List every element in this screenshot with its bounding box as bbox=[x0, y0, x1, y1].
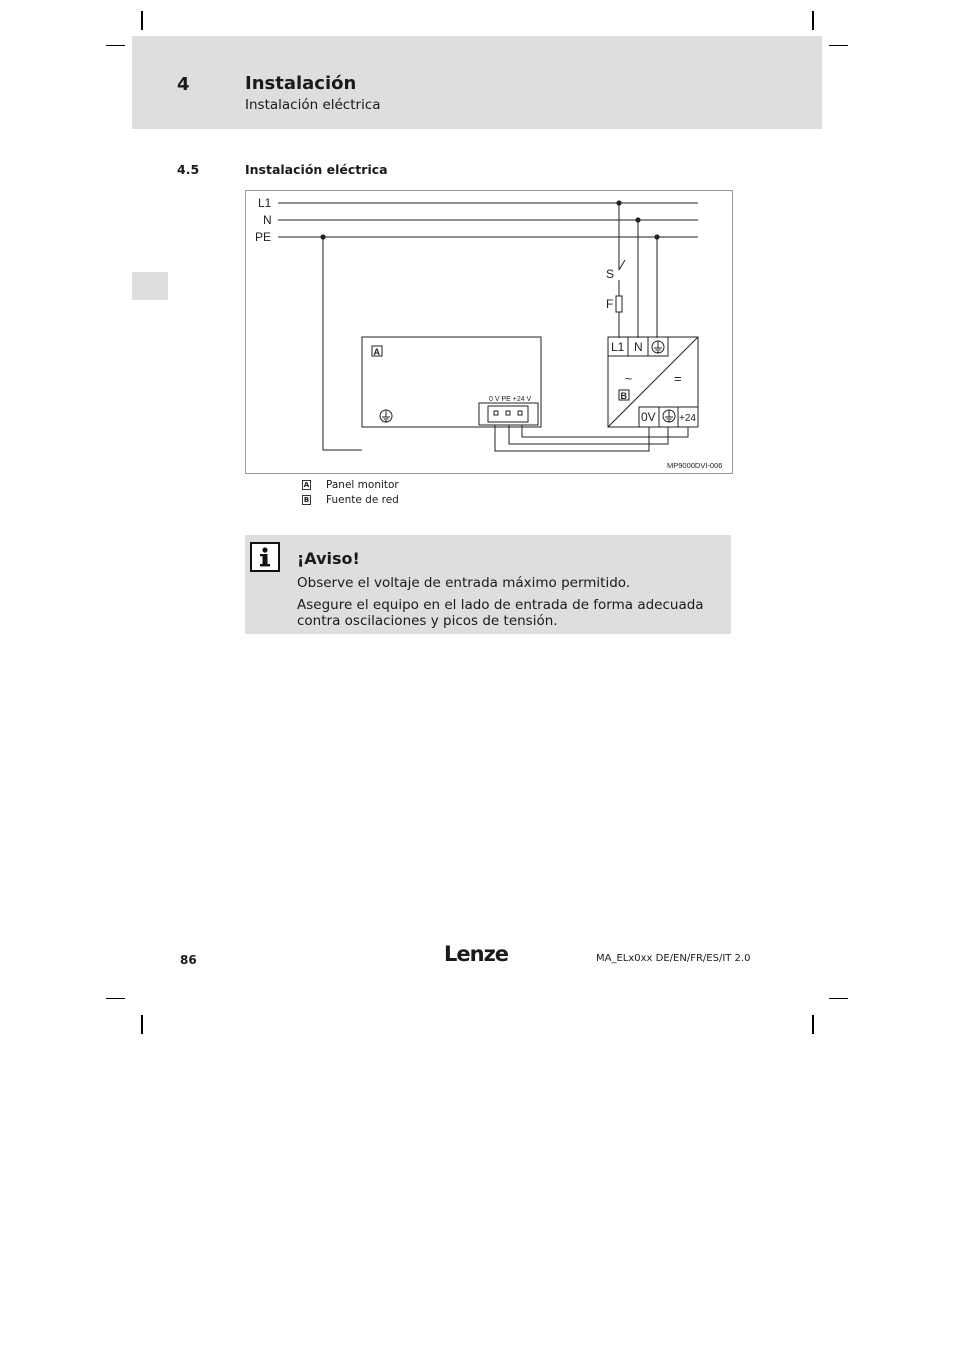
legend-item bbox=[302, 494, 399, 506]
document-id: MA_ELx0xx DE/EN/FR/ES/IT 2.0 bbox=[596, 953, 751, 964]
crop-mark bbox=[829, 45, 848, 46]
device-b-tag: B bbox=[620, 391, 627, 401]
page-number: 86 bbox=[180, 953, 197, 967]
connector-label: 0 V PE +24 V bbox=[489, 396, 532, 403]
crop-mark bbox=[106, 998, 125, 999]
legend-text: Fuente de red bbox=[326, 494, 399, 506]
info-icon bbox=[250, 542, 280, 572]
psu-ac-symbol: ~ bbox=[625, 372, 633, 386]
legend-tag: B bbox=[303, 496, 310, 504]
switch-label: S bbox=[606, 267, 615, 281]
psu-terminal-24: +24 bbox=[679, 413, 696, 424]
notice-title: ¡Aviso! bbox=[297, 549, 360, 568]
fuse-label: F bbox=[606, 297, 614, 311]
diagram-frame bbox=[246, 191, 733, 474]
figure-code: MP9000DVI-006 bbox=[667, 461, 723, 470]
line-label-l1: L1 bbox=[258, 196, 272, 210]
notice-box bbox=[245, 535, 731, 634]
legend-item bbox=[302, 479, 399, 491]
device-a-tag: A bbox=[373, 347, 380, 357]
brand-logo: Lenze bbox=[444, 942, 509, 966]
crop-mark bbox=[141, 1015, 143, 1034]
crop-mark bbox=[829, 998, 848, 999]
chapter-header-band bbox=[132, 36, 822, 129]
crop-mark bbox=[812, 1015, 814, 1034]
chapter-subtitle: Instalación eléctrica bbox=[245, 97, 381, 113]
chapter-number: 4 bbox=[177, 74, 190, 95]
psu-dc-symbol: = bbox=[674, 371, 682, 386]
psu-terminal-l1: L1 bbox=[611, 340, 625, 354]
section-title: Instalación eléctrica bbox=[245, 162, 388, 177]
wiring-diagram bbox=[245, 190, 733, 474]
legend-tag: A bbox=[303, 481, 310, 489]
crop-mark bbox=[141, 11, 143, 30]
notice-paragraph: Observe el voltaje de entrada máximo permitido. bbox=[297, 575, 631, 591]
chapter-side-tab bbox=[132, 272, 168, 300]
legend-text: Panel monitor bbox=[326, 479, 399, 491]
line-label-n: N bbox=[263, 213, 272, 227]
psu-terminal-0v: 0V bbox=[641, 410, 656, 424]
crop-mark bbox=[812, 11, 814, 30]
crop-mark bbox=[106, 45, 125, 46]
line-label-pe: PE bbox=[255, 230, 272, 244]
psu-terminal-n: N bbox=[634, 340, 643, 354]
chapter-title: Instalación bbox=[245, 73, 357, 94]
notice-paragraph: Asegure el equipo en el lado de entrada de forma adecuada contra oscilaciones y picos de tensión. bbox=[297, 597, 704, 629]
section-number: 4.5 bbox=[177, 162, 200, 177]
